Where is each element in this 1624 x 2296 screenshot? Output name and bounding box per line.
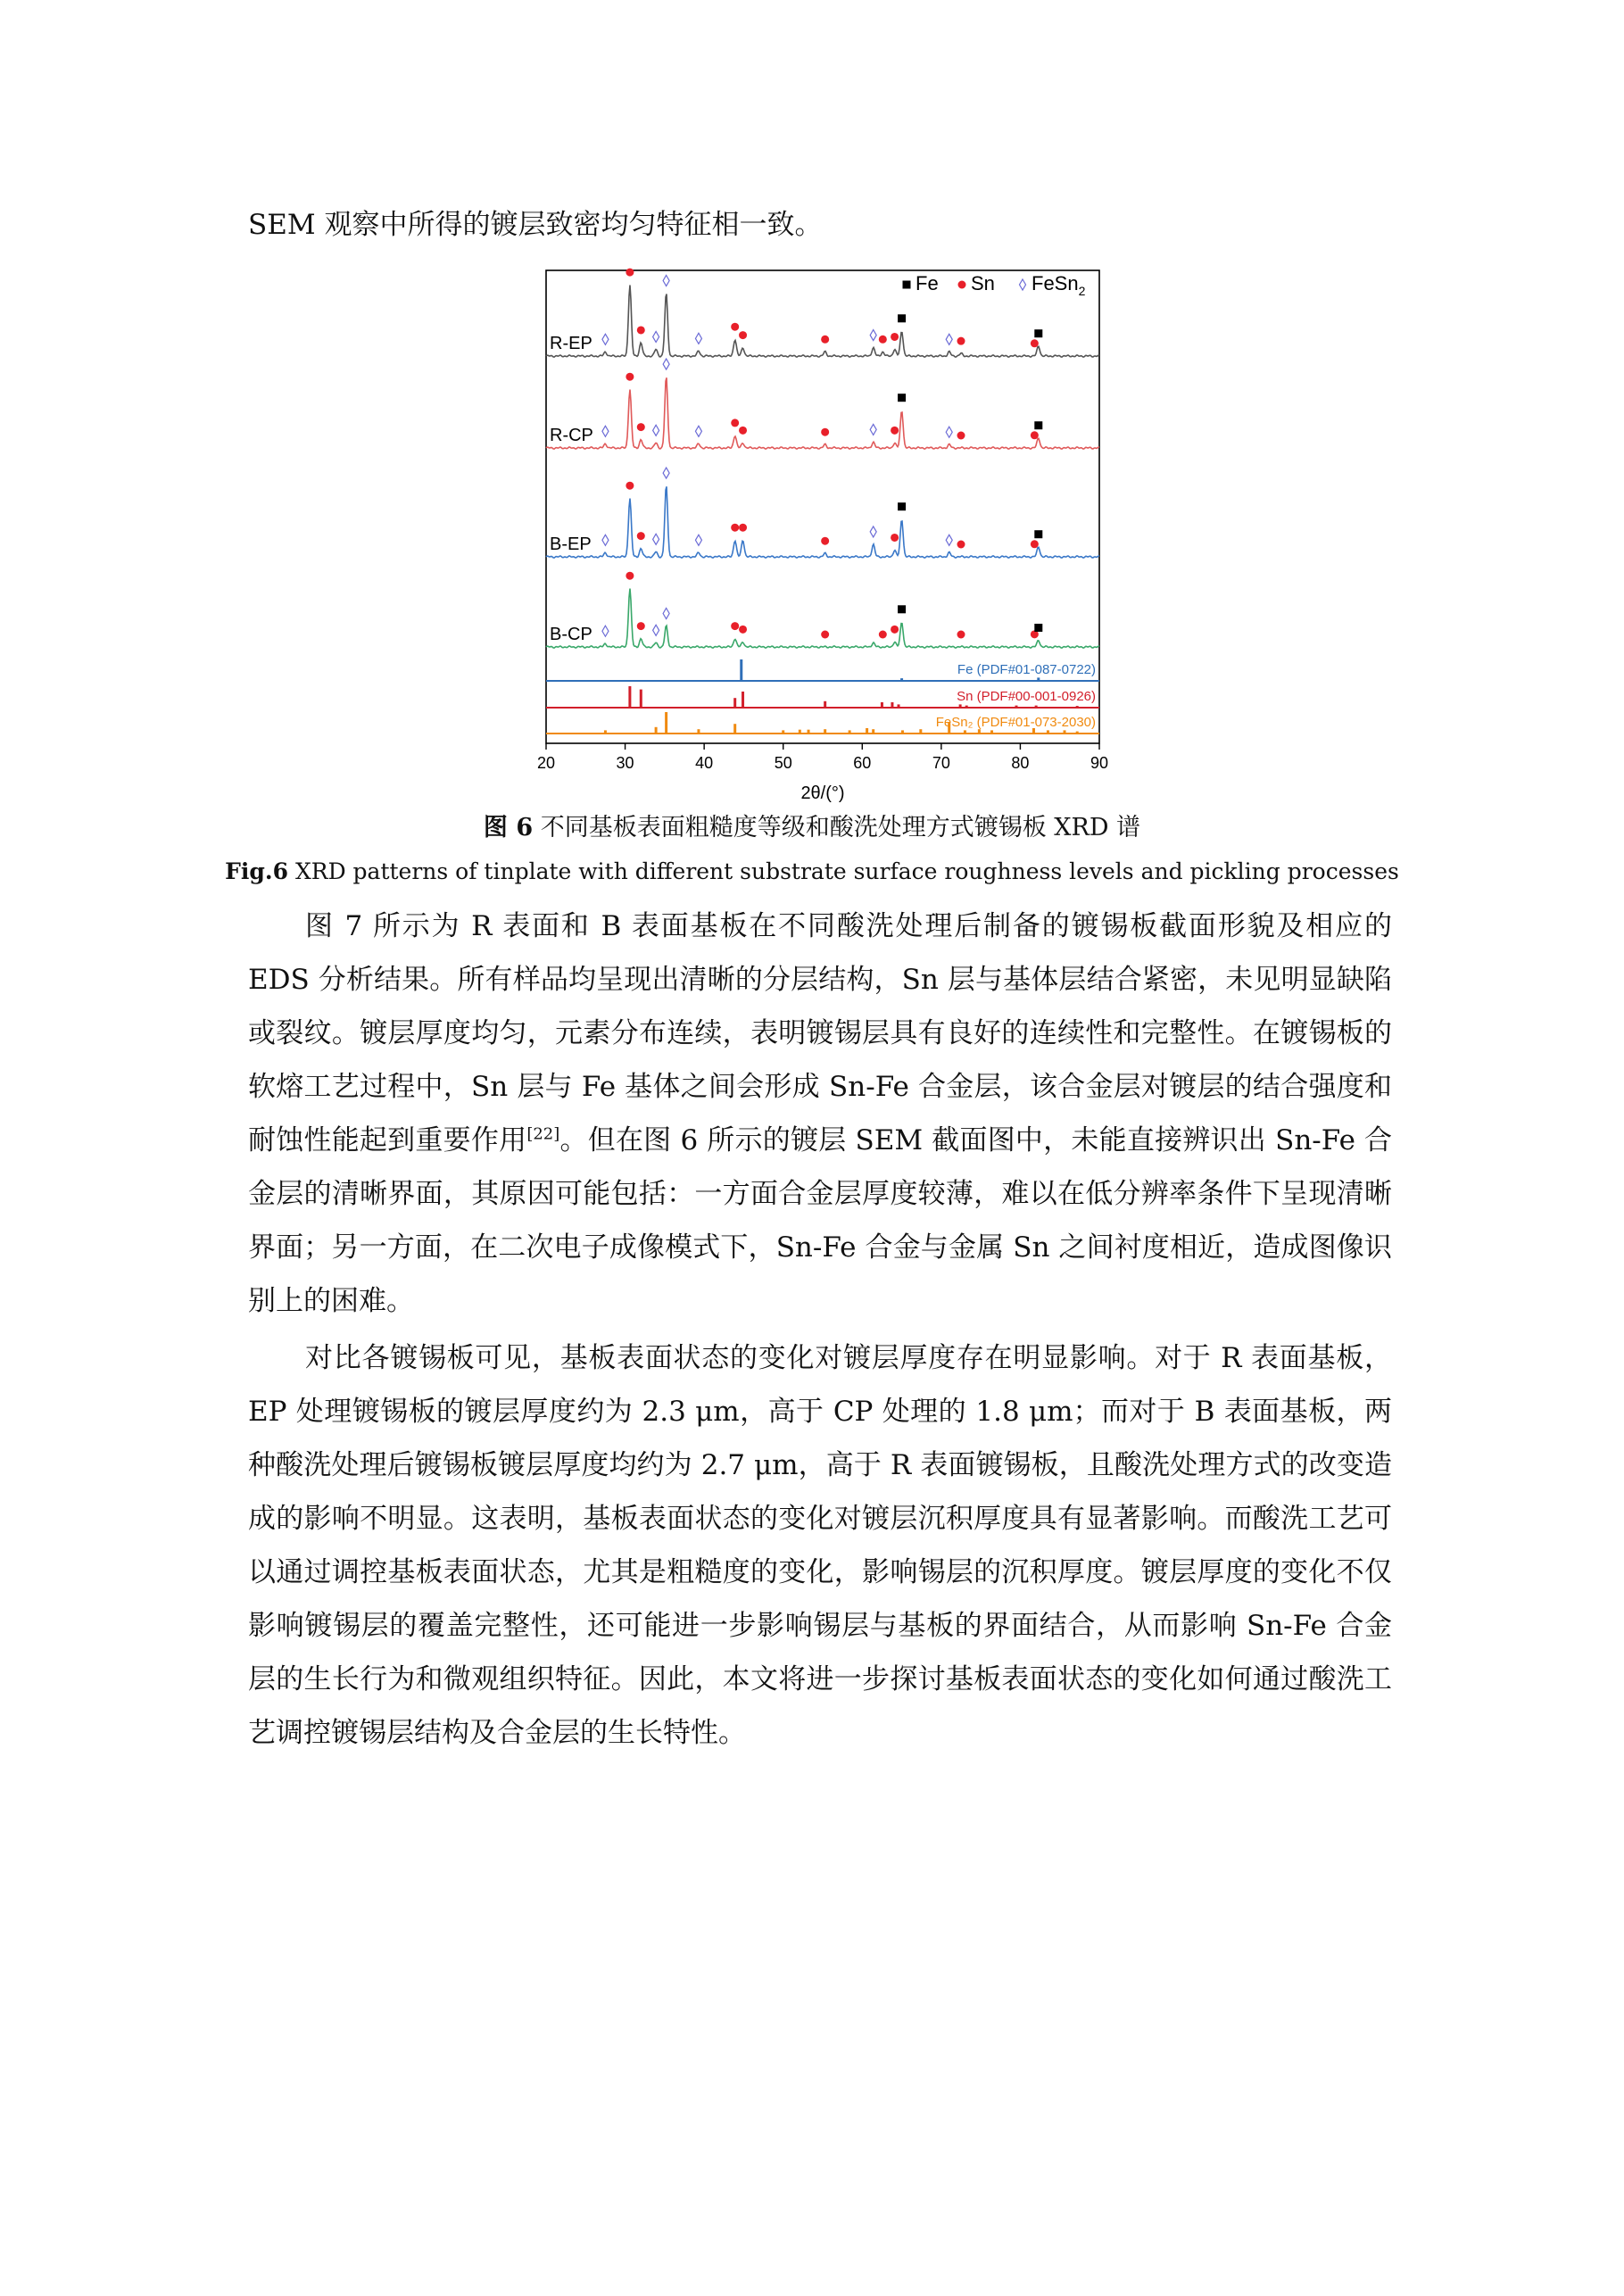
xrd-figure [500, 263, 1124, 809]
x-tick-label: 30 [616, 754, 634, 772]
reference-label: Fe (PDF#01-087-0722) [957, 662, 1096, 677]
sn-marker [739, 524, 747, 532]
sn-marker [637, 532, 645, 540]
fesn2-marker [653, 534, 659, 544]
fe-marker [898, 314, 906, 322]
fe-marker [898, 394, 906, 402]
fesn2-marker [946, 334, 952, 344]
fesn2-marker [870, 424, 876, 435]
sn-marker [637, 423, 645, 431]
sn-marker [821, 631, 829, 639]
figure-caption-en-text: XRD patterns of tinplate with different substrate surface roughness levels and pickling processes [288, 858, 1399, 884]
x-tick-label: 80 [1011, 754, 1030, 772]
sn-marker [891, 333, 899, 341]
fesn2-marker [870, 330, 876, 341]
pattern-line [546, 486, 1099, 558]
sn-marker [626, 373, 634, 381]
fesn2-marker [602, 626, 609, 636]
fesn2-marker [695, 426, 701, 436]
sn-marker [637, 326, 645, 334]
sn-marker [879, 336, 887, 344]
sn-marker [1031, 339, 1039, 347]
pattern-label: B-CP [550, 625, 592, 644]
sn-marker [879, 631, 887, 639]
fesn2-marker [946, 535, 952, 545]
paragraph-1-part-b: 。但在图 6 所示的镀层 SEM 截面图中，未能直接辨识出 Sn-Fe 合金层的清晰界面，其原因可能包括：一方面合金层厚度较薄，难以在低分辨率条件下呈现清晰界面；另一方面，在二次电子成像模式下，Sn-Fe 合金与金属 Sn 之间衬度相近，造成图像识别上的困难。 [248, 1124, 1393, 1317]
x-axis-label: 2θ/(°) [800, 783, 845, 803]
x-tick-label: 50 [774, 754, 792, 772]
fe-marker [1034, 329, 1042, 337]
fesn2-marker [695, 333, 701, 344]
fe-marker [1034, 530, 1042, 538]
sn-marker [957, 432, 965, 440]
pattern-label: R-EP [550, 334, 592, 353]
sn-marker [731, 524, 739, 532]
fesn2-marker [653, 331, 659, 342]
sn-marker [821, 336, 829, 344]
fesn2-marker [946, 427, 952, 437]
fesn2-marker [602, 535, 609, 545]
sn-marker [891, 626, 899, 634]
reference-label: FeSn₂ (PDF#01-073-2030) [935, 715, 1096, 730]
sn-marker [626, 269, 634, 277]
legend-label-sn: Sn [971, 272, 995, 294]
fe-marker [1034, 624, 1042, 632]
fe-marker [898, 502, 906, 510]
x-tick-label: 20 [536, 754, 556, 772]
legend-label-fesn2: FeSn$_2$ [1032, 272, 1086, 298]
fesn2-marker [695, 535, 701, 545]
sn-marker [731, 622, 739, 630]
body-paragraph-2: 对比各镀锡板可见，基板表面状态的变化对镀层厚度存在明显影响。对于 R 表面基板，EP 处理镀锡板的镀层厚度约为 2.3 μm，高于 CP 处理的 1.8 μm；而对于 B 表面基板，两种酸洗处理后镀锡板镀层厚度均约为 2.7 μm，高于 R 表面镀锡板，且酸洗处理方式的改变造成的影响不明显。这表明，基板表面状态的变化对镀层沉积厚度具有显著影响。而酸洗工艺可以通过调控基板表面状态，尤其是粗糙度的变化，影响锡层的沉积厚度。镀层厚度的变化不仅影响镀锡层的覆盖完整性，还可能进一步影响锡层与基板的界面结合，从而影响 Sn-Fe 合金层的生长行为和微观组织特征。因此，本文将进一步探讨基板表面状态的变化如何通过酸洗工艺调控镀锡层结构及合金层的生长特性。 [248, 1342, 1392, 1749]
reference-label: Sn (PDF#00-001-0926) [957, 689, 1096, 704]
plot-area [537, 269, 1108, 803]
fesn2-marker [663, 609, 669, 619]
sn-marker [957, 337, 965, 345]
sn-marker [891, 534, 899, 542]
sn-marker [891, 427, 899, 435]
x-tick-label: 40 [695, 754, 714, 772]
fe-marker [903, 281, 911, 289]
sn-marker [1031, 540, 1039, 548]
fesn2-marker [1020, 279, 1026, 290]
sn-marker [739, 626, 747, 634]
pattern-label: R-CP [550, 426, 593, 445]
pattern-line [546, 286, 1099, 358]
sn-marker [821, 428, 829, 436]
sn-marker [957, 631, 965, 639]
sn-marker [958, 281, 966, 289]
body-paragraph-1 [248, 899, 1392, 1328]
sn-marker [626, 482, 634, 490]
sn-marker [739, 427, 747, 435]
legend-label-fe: Fe [916, 272, 939, 294]
fesn2-marker [653, 625, 659, 635]
sn-marker [731, 323, 739, 331]
figure-caption-cn-text: 不同基板表面粗糙度等级和酸洗处理方式镀锡板 XRD 谱 [533, 814, 1141, 841]
sn-marker [731, 419, 739, 427]
intro-paragraph: SEM 观察中所得的镀层致密均匀特征相一致。 [248, 209, 823, 241]
x-tick-label: 90 [1090, 754, 1109, 772]
fe-marker [898, 605, 906, 613]
x-tick-label: 70 [932, 754, 950, 772]
fesn2-marker [602, 334, 609, 344]
pattern-label: B-EP [550, 535, 592, 554]
figure-label-en: Fig.6 [225, 858, 288, 884]
sn-marker [1031, 431, 1039, 439]
paragraph-1-part-a: 图 7 所示为 R 表面和 B 表面基板在不同酸洗处理后制备的镀锡板截面形貌及相应的 EDS 分析结果。所有样品均呈现出清晰的分层结构，Sn 层与基体层结合紧密，未见明显缺陷或裂纹。镀层厚度均匀，元素分布连续，表明镀锡层具有良好的连续性和完整性。在镀锡板的软熔工艺过程中，Sn 层与 Fe 基体之间会形成 Sn-Fe 合金层，该合金层对镀层的结合强度和耐蚀性能起到重要作用 [248, 910, 1392, 1156]
fesn2-marker [870, 526, 876, 537]
pattern-line [546, 589, 1099, 649]
figure-caption-cn [0, 812, 1624, 844]
figure-label-cn: 图 6 [483, 814, 534, 841]
citation-ref: [22] [526, 1124, 560, 1144]
sn-marker [637, 622, 645, 630]
figure-caption-en [0, 857, 1624, 887]
pattern-line [546, 377, 1099, 449]
fe-marker [1034, 421, 1042, 429]
sn-marker [626, 572, 634, 580]
sn-marker [739, 331, 747, 339]
fesn2-marker [602, 426, 609, 436]
fesn2-marker [653, 425, 659, 435]
sn-marker [957, 541, 965, 549]
sn-marker [821, 537, 829, 545]
fesn2-marker [663, 359, 669, 369]
x-tick-label: 60 [853, 754, 872, 772]
fesn2-marker [663, 276, 669, 286]
fesn2-marker [663, 468, 669, 478]
